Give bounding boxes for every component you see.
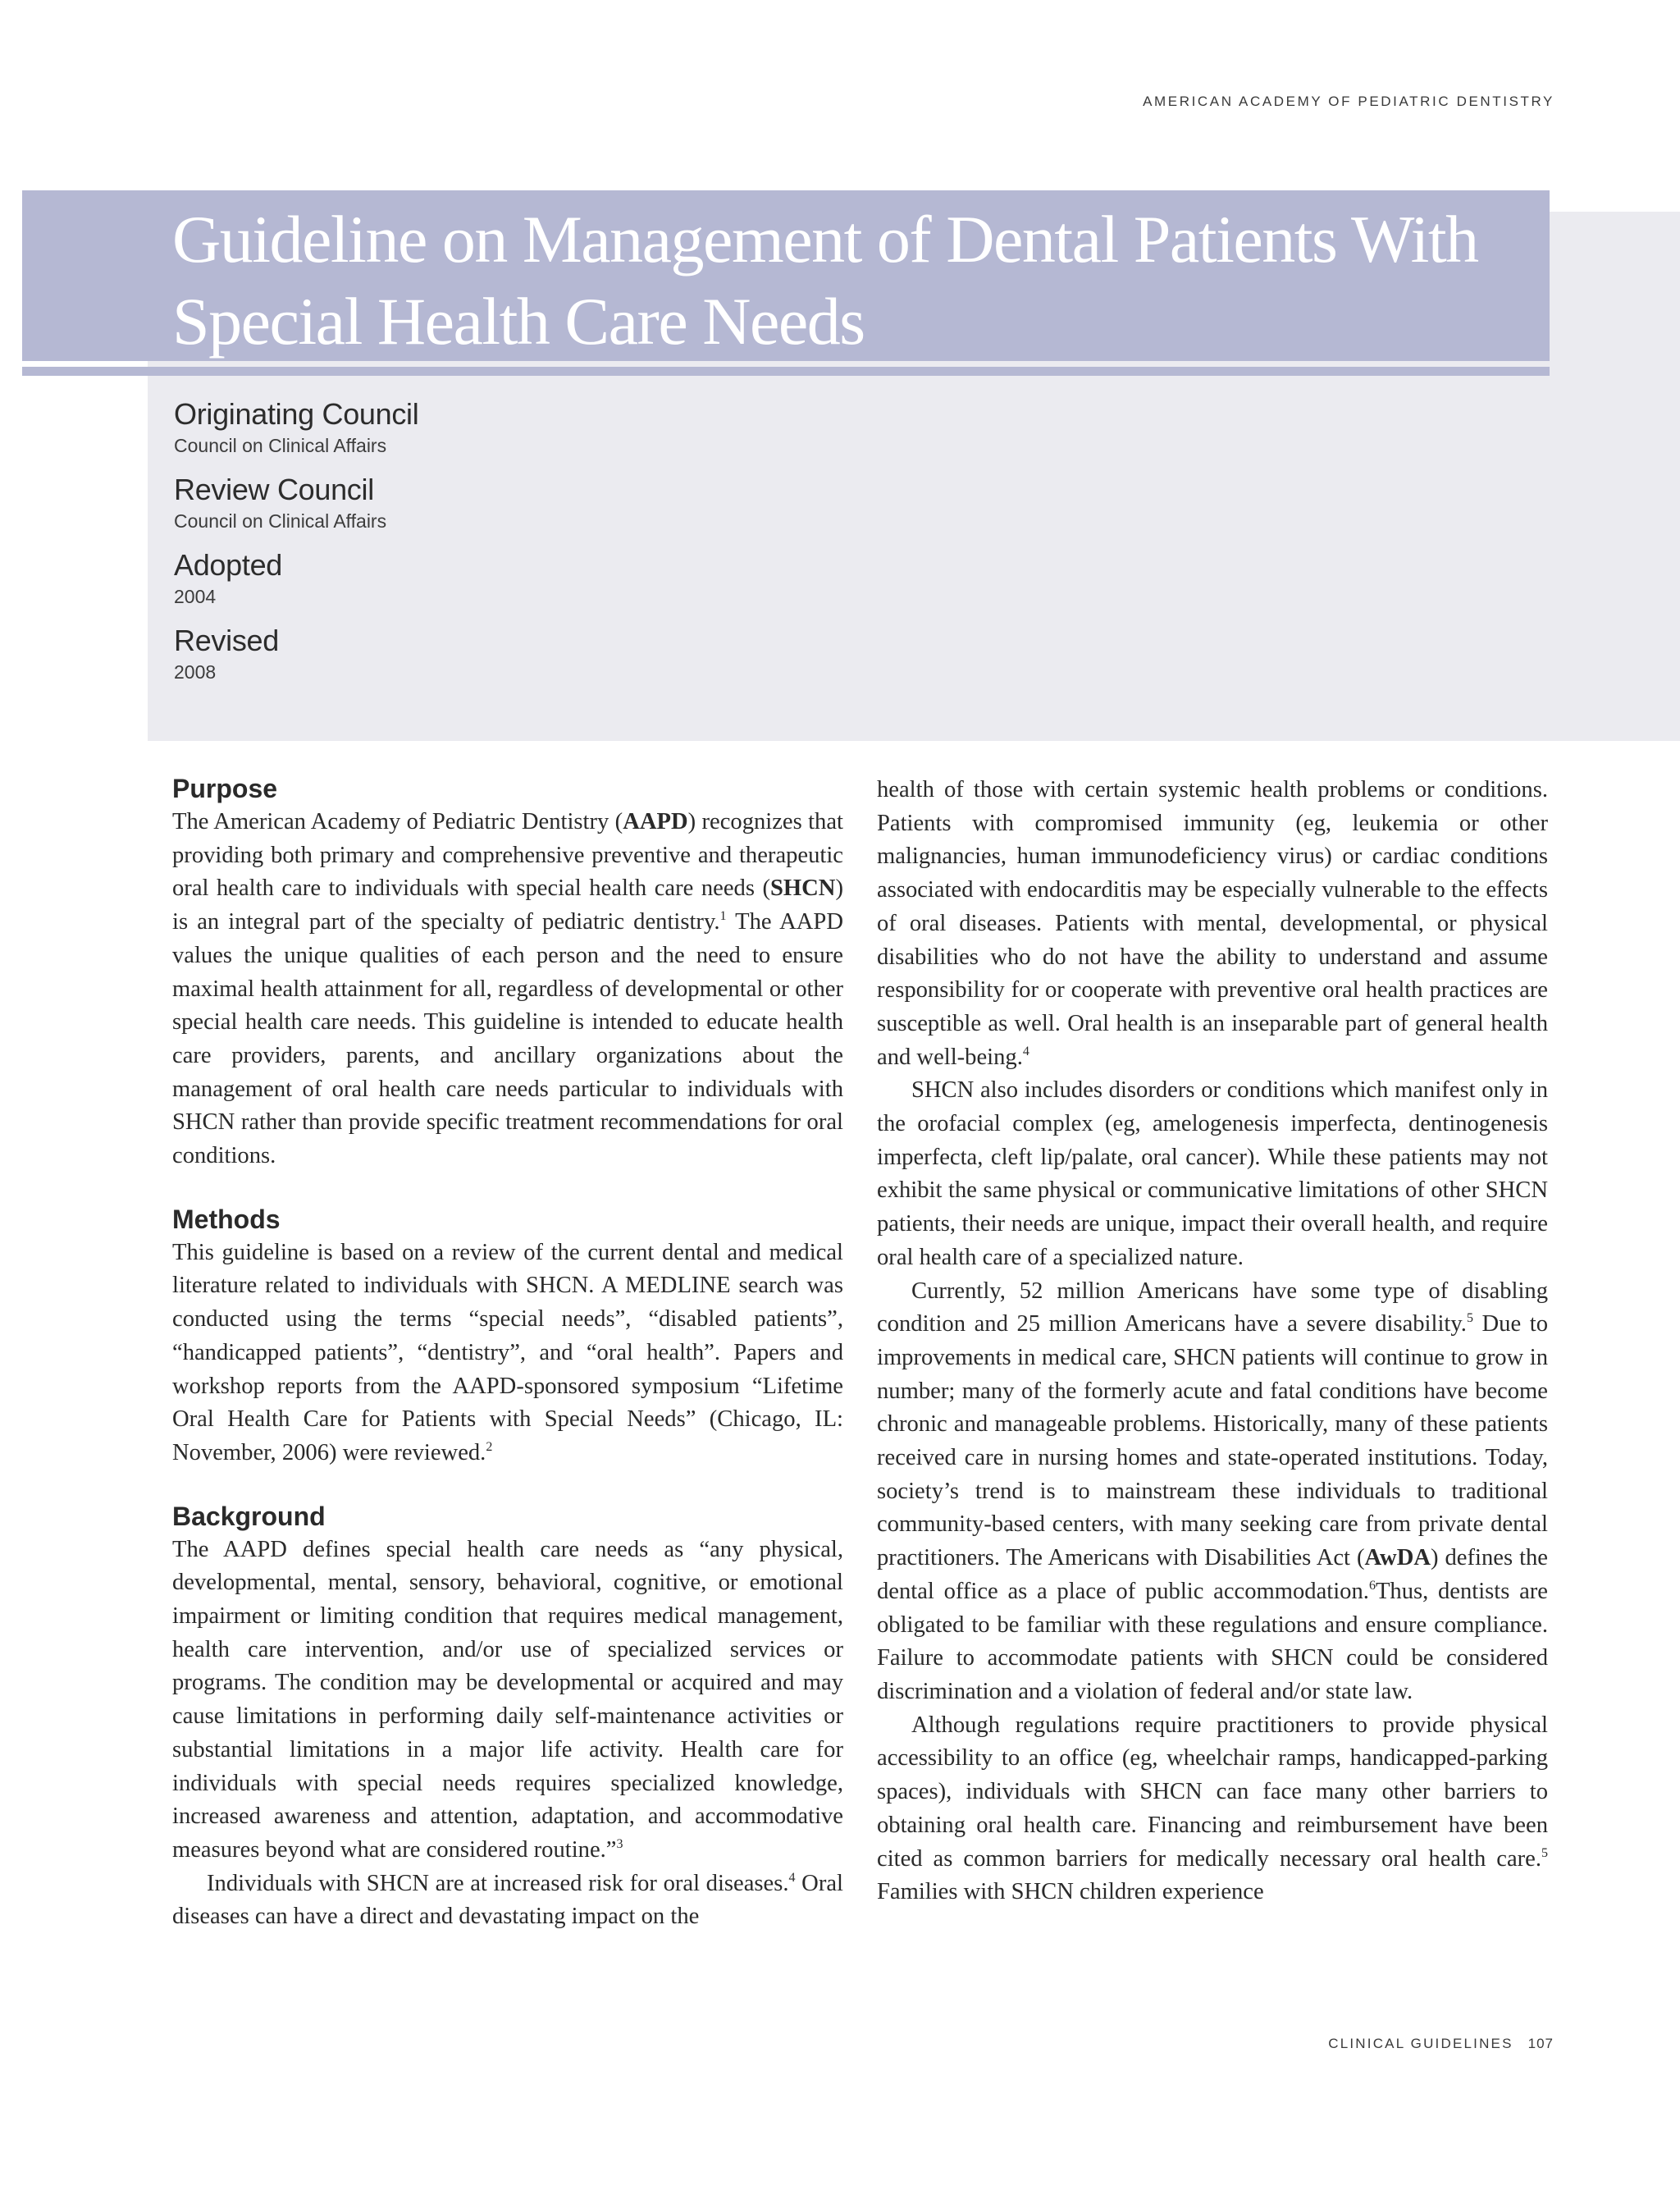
citation-5: 5 — [1541, 1845, 1548, 1860]
citation-2: 2 — [486, 1439, 493, 1454]
background-paragraph: Individuals with SHCN are at increased risk for oral diseases.$^4$ Oral diseases can have a direct and devastating impact on the — [172, 1870, 843, 1930]
left-column — [172, 771, 843, 1934]
meta-value: 2004 — [174, 586, 217, 607]
methods-paragraph: This guideline is based on a review of the current dental and medical literature related to individuals with SHCN. A MEDLINE search was conducted using the terms “special needs”, “disabled patients”, “handicapped patients”, “dentistry”, and “oral health”. Papers and workshop reports from the AAPD-sponsored symposium “Lifetime Oral Health Care for Patients with Special Needs” (Chicago, IL: November, 2006) were reviewed.$^2$ — [172, 1239, 843, 1465]
section-heading-methods: Methods — [172, 1204, 281, 1234]
right-column — [877, 774, 1548, 1909]
meta-value: Council on Clinical Affairs — [174, 435, 387, 456]
section-heading-purpose: Purpose — [172, 774, 278, 803]
body-paragraph: Although regulations require practitioners to provide physical accessibility to an office (eg, wheelchair ramps, handicapped-parking spaces), individuals with SHCN can face many other barriers to obtaining oral health care. Financing and reimbursement have been cited as common barriers for medically necessary oral health care.$^5$ Families with SHCN children experience — [877, 1712, 1548, 1905]
meta-label: Originating Council — [174, 397, 419, 431]
body-paragraph: health of those with certain systemic health problems or conditions. Patients with compromised immunity (eg, leukemia or other malignancies, human immunodeficiency virus) or cardiac conditions associated with endocarditis may be especially vulnerable to the effects of oral diseases. Patients with mental, developmental, or physical disabilities who do not have the ability to understand and assume responsibility for or cooperate with preventive oral health practices are susceptible as well. Oral health is an inseparable part of general health and well-being.$^4$ — [877, 777, 1548, 1070]
body-paragraph: SHCN also includes disorders or conditions which manifest only in the orofacial complex (eg, amelogenesis imperfecta, dentinogenesis imperfecta, cleft lip/palate, oral cancer). While these patients may not exhibit the same physical or communicative limitations of other SHCN patients, their needs are unique, impact their overall health, and require oral health care of a specialized nature. — [877, 1077, 1548, 1270]
page-title: Guideline on Management of Dental Patients With Special Health Care Needs — [172, 202, 1478, 359]
citation-4: 4 — [1022, 1044, 1029, 1058]
document-metadata — [174, 397, 418, 699]
citation-1: 1 — [719, 909, 727, 924]
meta-label: Review Council — [174, 473, 374, 506]
meta-label: Revised — [174, 624, 279, 657]
citation-4: 4 — [788, 1870, 796, 1885]
title-underline — [22, 367, 1550, 376]
originating-council — [174, 397, 418, 459]
meta-label: Adopted — [174, 548, 283, 582]
meta-value: Council on Clinical Affairs — [174, 510, 387, 532]
footer-label: CLINICAL GUIDELINES — [1328, 2036, 1513, 2051]
page-number: 107 — [1527, 2036, 1554, 2051]
section-heading-background: Background — [172, 1501, 326, 1531]
abbrev-awda: AwDA — [1364, 1545, 1431, 1571]
abbrev-shcn: SHCN — [770, 875, 836, 902]
abbrev-aapd: AAPD — [623, 809, 688, 834]
citation-3: 3 — [616, 1836, 623, 1851]
citation-6: 6 — [1368, 1578, 1376, 1593]
citation-5: 5 — [1466, 1311, 1473, 1326]
page-footer — [1328, 2036, 1554, 2052]
running-head: AMERICAN ACADEMY OF PEDIATRIC DENTISTRY — [1143, 94, 1554, 109]
revised-date — [174, 624, 418, 686]
meta-value: 2008 — [174, 661, 217, 683]
adopted-date — [174, 548, 418, 610]
background-paragraph: The AAPD defines special health care needs as “any physical, developmental, mental, sensory, behavioral, cognitive, or emotional impairment or limiting condition that requires medical management, health care intervention, and/or use of specialized services or programs. The condition may be developmental or acquired and may cause limitations in performing daily self-maintenance activities or substantial limitations in a major life activity. Health care for individuals with special needs requires specialized knowledge, increased awareness and attention, adaptation, and accommodative measures beyond what are considered routine.”$^3$ — [172, 1536, 843, 1863]
review-council — [174, 473, 418, 535]
purpose-paragraph: The American Academy of Pediatric Dentistry (AAPD) recognizes that providing both primary and comprehensive preventive and therapeutic oral health care to individuals with special health care needs (SHCN) is an integral part of the specialty of pediatric dentistry.$^1$ The AAPD values the unique qualities of each person and the need to ensure maximal health attainment for all, regardless of developmental or other special health care needs. This guideline is intended to educate health care providers, parents, and ancillary organizations about the management of oral health care needs particular to individuals with SHCN rather than provide specific treatment recommendations for oral conditions. — [172, 809, 843, 1169]
body-paragraph: Currently, 52 million Americans have some type of disabling condition and 25 million Americans have a severe disability.$^5$ Due to improvements in medical care, SHCN patients will continue to grow in number; many of the formerly acute and fatal conditions have become chronic and manageable problems. Historically, many of these patients received care in nursing homes and state-operated institutions. Today, society’s trend is to mainstream these individuals to traditional community-based centers, with many seeking care from private dental practitioners. The Americans with Disabilities Act (AwDA) defines the dental office as a place of public accommodation.$^6$Thus, dentists are obligated to be familiar with these regulations and ensure compliance. Failure to accommodate patients with SHCN could be considered discrimination and a violation of federal and/or state law. — [877, 1278, 1549, 1704]
